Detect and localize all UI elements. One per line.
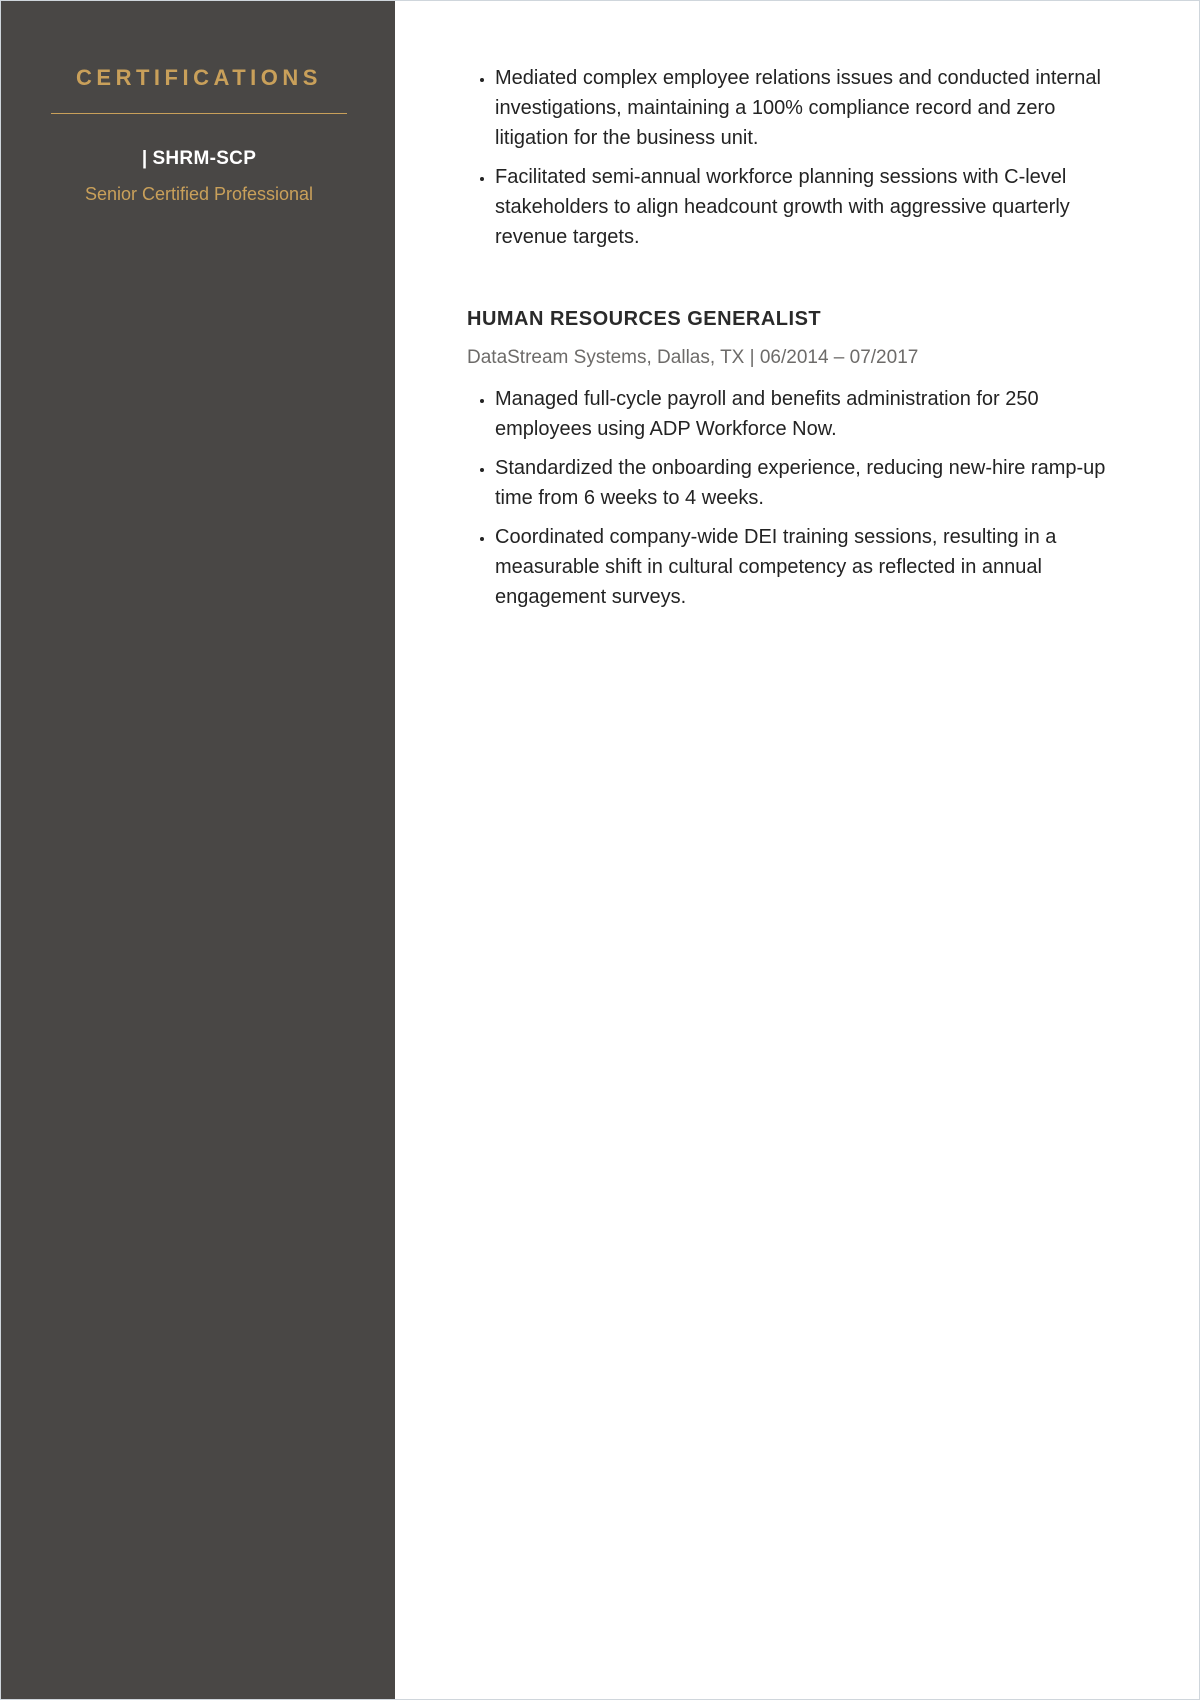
job-title: HUMAN RESOURCES GENERALIST <box>467 308 822 330</box>
job-bullets <box>467 384 1133 612</box>
previous-job-bullets <box>467 63 1133 252</box>
job-company-location-dates: DataStream Systems, Dallas, TX | 06/2014 – 07/2017 <box>467 347 919 368</box>
certification-name: SHRM-SCP <box>152 148 257 169</box>
bullet-item: • Facilitated semi-annual workforce planning sessions with C-level stakeholders to align headcount growth with aggressive quarterly revenue targets. <box>495 162 1133 252</box>
bullet-item: • Standardized the onboarding experience, reducing new-hire ramp-up time from 6 weeks to 4 weeks. <box>495 453 1133 513</box>
certifications-heading: CERTIFICATIONS <box>76 65 322 90</box>
certification-bar: | <box>141 148 148 169</box>
bullet-item: • Coordinated company-wide DEI training sessions, resulting in a measurable shift in cultural competency as reflected in annual engagement surveys. <box>495 522 1133 612</box>
main-content <box>467 63 1133 621</box>
heading-divider <box>51 113 347 114</box>
certification-description: Senior Certified Professional <box>84 184 314 204</box>
certification-title <box>51 148 347 170</box>
sidebar <box>1 1 395 1699</box>
bullet-item: • Managed full-cycle payroll and benefits administration for 250 employees using ADP Workforce Now. <box>495 384 1133 444</box>
bullet-item: • Mediated complex employee relations issues and conducted internal investigations, maintaining a 100% compliance record and zero litigation for the business unit. <box>495 63 1133 153</box>
